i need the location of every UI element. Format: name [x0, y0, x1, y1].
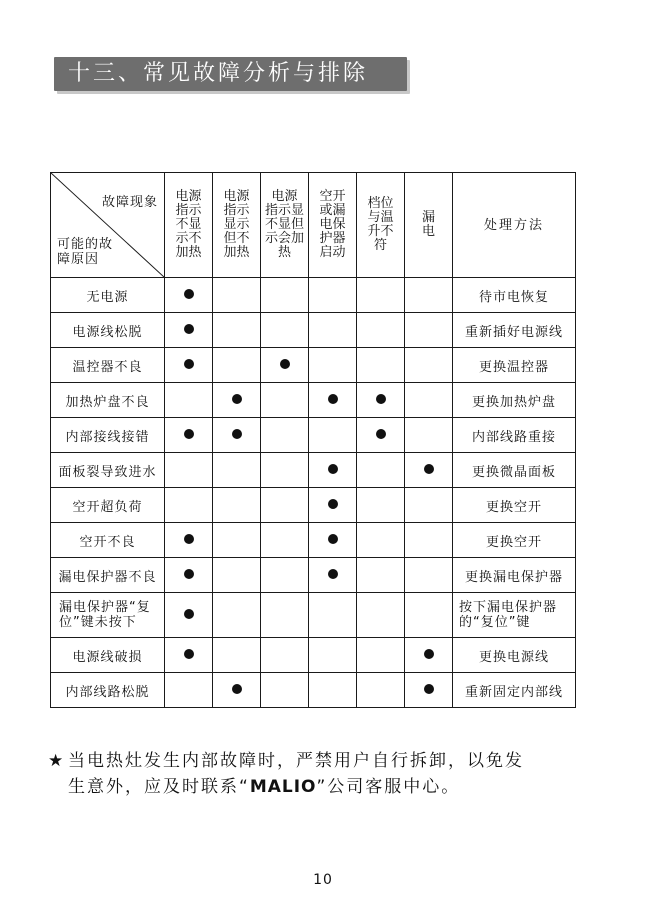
- mark-cell: [309, 523, 357, 558]
- mark-cell: [357, 383, 405, 418]
- cause-label: 内部线路松脱: [65, 684, 150, 700]
- bullet-dot-icon: [184, 429, 194, 439]
- bullet-dot-icon: [184, 324, 194, 334]
- table-row: [51, 558, 576, 593]
- mark-cell: [213, 418, 261, 453]
- mark-cell: [309, 383, 357, 418]
- mark-cell: [261, 638, 309, 673]
- mark-cell: [213, 558, 261, 593]
- corner-header-cell: [51, 173, 165, 278]
- cause-label: 漏电保护器不良: [58, 569, 157, 585]
- bullet-dot-icon: [328, 534, 338, 544]
- mark-cell: [261, 278, 309, 313]
- cause-label: 加热炉盘不良: [65, 394, 150, 410]
- mark-cell: [309, 278, 357, 313]
- mark-cell: [405, 348, 453, 383]
- bullet-dot-icon: [328, 464, 338, 474]
- mark-cell: [165, 453, 213, 488]
- column-header: [405, 173, 453, 278]
- mark-cell: [405, 638, 453, 673]
- mark-cell: [405, 488, 453, 523]
- cause-label: 面板裂导致进水: [58, 464, 157, 480]
- bullet-dot-icon: [376, 429, 386, 439]
- mark-cell: [357, 278, 405, 313]
- mark-cell: [165, 523, 213, 558]
- cause-label: 电源线破损: [72, 649, 143, 665]
- mark-cell: [309, 348, 357, 383]
- safety-note: [48, 748, 608, 800]
- bullet-dot-icon: [328, 569, 338, 579]
- mark-cell: [405, 523, 453, 558]
- fix-label: 更换微晶面板: [471, 464, 556, 480]
- brand-name: MALIO: [249, 777, 317, 797]
- mark-cell: [357, 593, 405, 638]
- column-header: [213, 173, 261, 278]
- mark-cell: [405, 383, 453, 418]
- bullet-dot-icon: [280, 359, 290, 369]
- fix-cell: [453, 453, 576, 488]
- bullet-dot-icon: [232, 394, 242, 404]
- mark-cell: [213, 453, 261, 488]
- bullet-dot-icon: [232, 684, 242, 694]
- fix-cell: [453, 638, 576, 673]
- column-header-label: 档位 与温 升不 符: [367, 196, 394, 253]
- mark-cell: [261, 313, 309, 348]
- mark-cell: [261, 383, 309, 418]
- bullet-dot-icon: [232, 429, 242, 439]
- fix-cell: [453, 558, 576, 593]
- mark-cell: [165, 488, 213, 523]
- mark-cell: [213, 348, 261, 383]
- page-number: 10: [313, 872, 333, 888]
- mark-cell: [165, 278, 213, 313]
- column-header-fix: [453, 173, 576, 278]
- mark-cell: [309, 593, 357, 638]
- fix-label: 待市电恢复: [478, 289, 549, 305]
- column-header: [309, 173, 357, 278]
- fix-label: 内部线路重接: [471, 429, 556, 445]
- fix-label: 更换漏电保护器: [464, 569, 563, 585]
- mark-cell: [213, 593, 261, 638]
- table-row: [51, 348, 576, 383]
- cause-cell: [51, 638, 165, 673]
- mark-cell: [165, 673, 213, 708]
- mark-cell: [213, 673, 261, 708]
- corner-top-label: 故障现象: [101, 195, 158, 210]
- fix-label: 更换空开: [485, 499, 542, 515]
- mark-cell: [261, 418, 309, 453]
- mark-cell: [309, 313, 357, 348]
- fix-label: 按下漏电保护器 的“复位”键: [459, 600, 558, 630]
- note-line-2: [48, 774, 608, 800]
- cause-cell: [51, 593, 165, 638]
- fix-cell: [453, 673, 576, 708]
- table-row: [51, 488, 576, 523]
- mark-cell: [261, 593, 309, 638]
- table-row: [51, 523, 576, 558]
- fix-cell: [453, 523, 576, 558]
- mark-cell: [357, 673, 405, 708]
- fix-label: 重新固定内部线: [464, 684, 563, 700]
- mark-cell: [357, 488, 405, 523]
- cause-label: 温控器不良: [72, 359, 143, 375]
- table-header-row: [51, 173, 576, 278]
- mark-cell: [405, 453, 453, 488]
- mark-cell: [405, 313, 453, 348]
- fix-label: 更换加热炉盘: [471, 394, 556, 410]
- mark-cell: [165, 348, 213, 383]
- bullet-dot-icon: [184, 359, 194, 369]
- column-header: [165, 173, 213, 278]
- bullet-dot-icon: [184, 569, 194, 579]
- mark-cell: [261, 488, 309, 523]
- fix-cell: [453, 418, 576, 453]
- mark-cell: [357, 453, 405, 488]
- mark-cell: [213, 523, 261, 558]
- mark-cell: [261, 453, 309, 488]
- mark-cell: [213, 313, 261, 348]
- mark-cell: [165, 558, 213, 593]
- cause-label: 电源线松脱: [72, 324, 143, 340]
- star-icon: ★: [48, 751, 66, 771]
- mark-cell: [405, 278, 453, 313]
- fix-label: 更换空开: [485, 534, 542, 550]
- mark-cell: [213, 383, 261, 418]
- mark-cell: [405, 418, 453, 453]
- fix-cell: [453, 313, 576, 348]
- cause-cell: [51, 383, 165, 418]
- mark-cell: [357, 348, 405, 383]
- mark-cell: [309, 453, 357, 488]
- bullet-dot-icon: [424, 684, 434, 694]
- table-row: [51, 673, 576, 708]
- note-line-2-pre: 生意外，应及时联系“: [68, 777, 250, 797]
- corner-bottom-label: 可能的故 障原因: [57, 237, 114, 267]
- bullet-dot-icon: [376, 394, 386, 404]
- mark-cell: [261, 523, 309, 558]
- mark-cell: [213, 488, 261, 523]
- fault-table: [50, 172, 576, 708]
- mark-cell: [165, 593, 213, 638]
- mark-cell: [165, 313, 213, 348]
- table-row: [51, 593, 576, 638]
- column-header-label: 电源 指示 不显 示不 加热: [175, 189, 202, 260]
- mark-cell: [357, 523, 405, 558]
- fix-cell: [453, 593, 576, 638]
- bullet-dot-icon: [184, 609, 194, 619]
- table-row: [51, 638, 576, 673]
- bullet-dot-icon: [184, 534, 194, 544]
- fix-cell: [453, 348, 576, 383]
- cause-cell: [51, 488, 165, 523]
- fault-table-body: [51, 278, 576, 708]
- mark-cell: [357, 638, 405, 673]
- cause-cell: [51, 418, 165, 453]
- cause-cell: [51, 558, 165, 593]
- mark-cell: [165, 383, 213, 418]
- cause-cell: [51, 673, 165, 708]
- table-row: [51, 453, 576, 488]
- mark-cell: [309, 558, 357, 593]
- column-header-label: 处理方法: [483, 217, 544, 233]
- column-header: [357, 173, 405, 278]
- cause-label: 漏电保护器“复 位”键未按下: [59, 600, 151, 630]
- column-header-label: 电源 指示显 不显但 示会加 热: [264, 189, 304, 260]
- mark-cell: [213, 278, 261, 313]
- mark-cell: [261, 673, 309, 708]
- cause-cell: [51, 523, 165, 558]
- fix-cell: [453, 278, 576, 313]
- column-header: [261, 173, 309, 278]
- cause-label: 内部接线接错: [65, 429, 150, 445]
- table-row: [51, 418, 576, 453]
- cause-cell: [51, 278, 165, 313]
- column-header-label: 漏 电: [421, 210, 435, 239]
- bullet-dot-icon: [328, 394, 338, 404]
- fix-cell: [453, 383, 576, 418]
- cause-label: 无电源: [86, 289, 129, 305]
- cause-cell: [51, 313, 165, 348]
- mark-cell: [309, 488, 357, 523]
- mark-cell: [405, 673, 453, 708]
- mark-cell: [213, 638, 261, 673]
- column-header-label: 空开 或漏 电保 护器 启动: [319, 189, 346, 260]
- cause-label: 空开不良: [79, 534, 136, 550]
- mark-cell: [405, 593, 453, 638]
- note-line-1: 当电热灶发生内部故障时，严禁用户自行拆卸，以免发: [68, 751, 524, 771]
- mark-cell: [309, 418, 357, 453]
- mark-cell: [261, 558, 309, 593]
- bullet-dot-icon: [424, 464, 434, 474]
- mark-cell: [357, 418, 405, 453]
- mark-cell: [261, 348, 309, 383]
- fix-label: 重新插好电源线: [464, 324, 563, 340]
- section-title: 十三、常见故障分析与排除: [54, 57, 407, 91]
- cause-label: 空开超负荷: [72, 499, 143, 515]
- mark-cell: [357, 558, 405, 593]
- mark-cell: [309, 638, 357, 673]
- fix-cell: [453, 488, 576, 523]
- fix-label: 更换温控器: [478, 359, 549, 375]
- mark-cell: [357, 313, 405, 348]
- bullet-dot-icon: [424, 649, 434, 659]
- fix-label: 更换电源线: [478, 649, 549, 665]
- table-row: [51, 278, 576, 313]
- bullet-dot-icon: [184, 649, 194, 659]
- bullet-dot-icon: [184, 289, 194, 299]
- bullet-dot-icon: [328, 499, 338, 509]
- cause-cell: [51, 348, 165, 383]
- mark-cell: [309, 673, 357, 708]
- note-line-2-post: ”公司客服中心。: [316, 777, 461, 797]
- table-row: [51, 313, 576, 348]
- cause-cell: [51, 453, 165, 488]
- table-row: [51, 383, 576, 418]
- column-header-label: 电源 指示 显示 但不 加热: [223, 189, 250, 260]
- mark-cell: [165, 638, 213, 673]
- mark-cell: [165, 418, 213, 453]
- mark-cell: [405, 558, 453, 593]
